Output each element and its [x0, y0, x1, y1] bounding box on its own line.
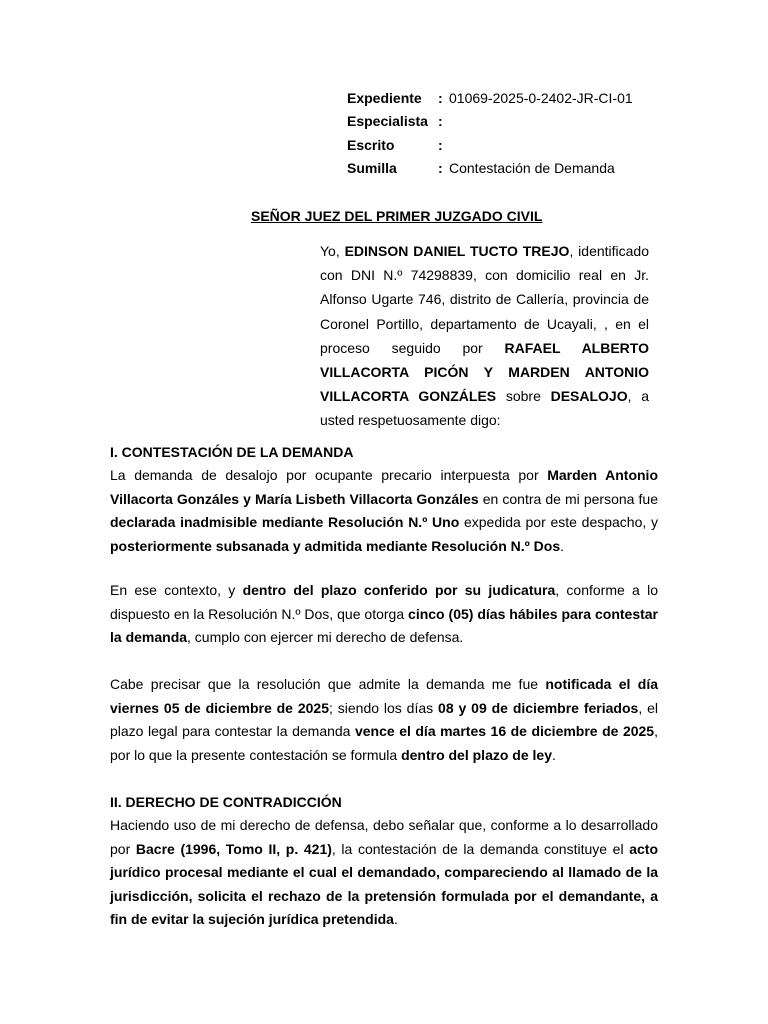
header-row-escrito [347, 135, 633, 158]
section-contestacion-para3 [110, 673, 658, 767]
header-colon: : [438, 136, 443, 153]
paragraph-text: , cumplo con ejercer mi derecho de defensa. [187, 629, 464, 646]
header-colon: : [438, 159, 443, 176]
header-colon: : [438, 90, 443, 106]
paragraph-text: , por lo que la presente contestación se formula [110, 723, 658, 763]
header-value: Contestación de Demanda [449, 159, 615, 176]
header-label: Expediente [347, 90, 422, 106]
paragraph-text: Cabe precisar que la resolución que admite la demanda me fue [110, 676, 546, 692]
paragraph-emphasis: vence el día martes 16 de diciembre de 2025 [354, 723, 655, 740]
paragraph-text: , el plazo legal para contestar la demanda [110, 699, 658, 740]
paragraph-emphasis: acto jurídico procesal mediante el cual el demandado, compareciendo al llamado de la jurisdicción, solicita el rechazo de la pretensión formulada por el demandante, a fin de evitar la sujeción jurídica pretendida [110, 840, 659, 928]
paragraph [110, 579, 658, 650]
paragraph-text: en contra de mi persona fue [478, 490, 658, 507]
header-value: 01069-2025-0-2402-JR-CI-01 [449, 90, 633, 106]
paragraph [110, 814, 658, 932]
intro-text: sobre [496, 388, 551, 405]
paragraph-emphasis: Marden Antonio Villacorta Gonzáles y María Lisbeth Villacorta Gonzáles [110, 467, 658, 507]
header-row-expediente [347, 88, 633, 111]
document-title: SEÑOR JUEZ DEL PRIMER JUZGADO CIVIL [251, 208, 543, 224]
header-row-especialista [347, 111, 633, 134]
paragraph-text: La demanda de desalojo por ocupante precario interpuesta por [110, 467, 548, 483]
paragraph-text: En ese contexto, y [110, 582, 243, 598]
paragraph-emphasis: Bacre (1996, Tomo II, p. 421) [135, 840, 332, 857]
paragraph-emphasis: declarada inadmisible mediante Resolución N.º Uno [110, 514, 460, 531]
header-label: Especialista [347, 113, 428, 130]
paragraph-emphasis: dentro del plazo de ley [401, 746, 552, 763]
paragraph-text: Haciendo uso de mi derecho de defensa, debo señalar que, conforme a lo desarrollado por [110, 817, 658, 857]
section-heading: I. CONTESTACIÓN DE LA DEMANDA [110, 444, 354, 460]
paragraph-text: , la contestación de la demanda constituye el [331, 840, 630, 857]
header-colon: : [438, 113, 443, 130]
intro-paragraph [320, 239, 649, 433]
paragraph-emphasis: notificada el día viernes 05 de diciembre de 2025 [110, 676, 658, 716]
paragraph [110, 673, 658, 767]
case-matter: DESALOJO [550, 388, 628, 405]
paragraph-text: expedida por este despacho, y [459, 514, 658, 531]
paragraph-text: , conforme a lo dispuesto en la Resolución N.º Dos, que otorga [110, 582, 658, 622]
plaintiff-names: RAFAEL ALBERTO VILLACORTA PICÓN Y MARDEN ANTONIO VILLACORTA GONZÁLES [320, 339, 649, 405]
paragraph-text: . [393, 911, 398, 928]
paragraph-text: . [560, 537, 564, 554]
intro-text: , identificado con DNI N.º 74298839, con domicilio real en Jr. Alfonso Ugarte 746, distrito de Callería, provincia de Coronel Portillo, departamento de Ucayali, , en el proceso seguido por [320, 243, 650, 356]
section-contestacion-para2 [110, 579, 658, 650]
header-row-sumilla [347, 158, 633, 181]
section-contestacion [110, 440, 658, 558]
intro-text: Yo, [320, 243, 345, 259]
paragraph-emphasis: dentro del plazo conferido por su judicatura [242, 582, 556, 598]
section-contradiccion [110, 790, 658, 932]
section-heading: II. DERECHO DE CONTRADICCIÓN [110, 794, 342, 810]
case-header [347, 88, 633, 181]
paragraph-emphasis: 08 y 09 de diciembre feriados [438, 699, 639, 716]
paragraph-text: . [551, 746, 556, 763]
paragraph-emphasis: cinco (05) días hábiles para contestar la demanda [110, 605, 658, 646]
applicant-name: EDINSON DANIEL TUCTO TREJO [344, 243, 570, 259]
paragraph-text: ; siendo los días [328, 699, 439, 716]
header-label: Sumilla [347, 159, 397, 176]
paragraph-emphasis: posteriormente subsanada y admitida mediante Resolución N.º Dos [110, 537, 561, 554]
header-label: Escrito [347, 136, 395, 153]
paragraph [110, 464, 658, 558]
intro-text: , a usted respetuosamente digo: [320, 388, 649, 429]
